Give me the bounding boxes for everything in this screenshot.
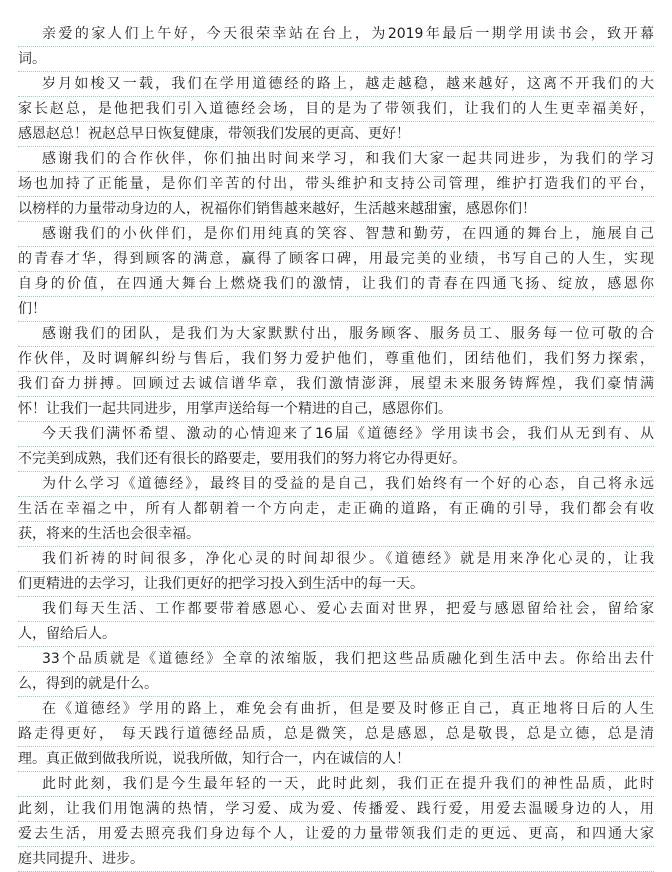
text-line: 爱去生活，用爱去照亮我们身边每个人，让爱的力量带领我们走的更远、更高，和四通大家 (18, 822, 654, 847)
text-line: 感谢我们的小伙伴们，是你们用纯真的笑容、智慧和勤劳，在四通的舞台上，施展自己 (18, 222, 654, 247)
text-line: 今天我们满怀希望、激动的心情迎来了16届《道德经》学用读书会，我们从无到有、从 (18, 422, 654, 447)
text-line: 为什么学习《道德经》，最终目的受益的是自己，我们始终有一个好的心态，自己将永远 (18, 472, 654, 497)
text-line: 亲爱的家人们上午好，今天很荣幸站在台上，为2019年最后一期学用读书会，致开幕 (18, 22, 654, 47)
text-line: 我们每天生活、工作都要带着感恩心、爱心去面对世界，把爱与感恩留给社会，留给家 (18, 597, 654, 622)
text-line: 岁月如梭又一载，我们在学用道德经的路上，越走越稳，越来越好，这离不开我们的大 (18, 72, 654, 97)
text-line: 作伙伴，及时调解纠纷与售后，我们努力爱护他们，尊重他们，团结他们，我们努力探索， (18, 347, 654, 372)
text-line: 理。真正做到做我所说，说我所做，知行合一，内在诚信的人！ (18, 747, 654, 772)
text-line: 感谢我们的合作伙伴，你们抽出时间来学习，和我们大家一起共同进步，为我们的学习 (18, 147, 654, 172)
text-line: 感恩赵总！祝赵总早日恢复健康，带领我们发展的更高、更好！ (18, 122, 654, 147)
text-line: 路走得更好， 每天践行道德经品质，总是微笑，总是感恩，总是敬畏，总是立德，总是清 (18, 722, 654, 747)
text-line: 怀！让我们一起共同进步，用掌声送给每一个精进的自己，感恩你们。 (18, 397, 654, 422)
paragraph (18, 222, 654, 322)
text-line: 庭共同提升、进步。 (18, 847, 654, 872)
text-line: 词。 (18, 47, 654, 72)
paragraph (18, 547, 654, 597)
document-body (18, 22, 654, 872)
text-line: 自身的价值，在四通大舞台上燃烧我们的激情，让我们的青春在四通飞扬、绽放，感恩你 (18, 272, 654, 297)
text-line: 么，得到的就是什么。 (18, 672, 654, 697)
text-line: 家长赵总，是他把我们引入道德经会场，目的是为了带领我们，让我们的人生更幸福美好， (18, 97, 654, 122)
text-line: 我们祈祷的时间很多，净化心灵的时间却很少。《道德经》就是用来净化心灵的，让我 (18, 547, 654, 572)
text-line: 们更精进的去学习，让我们更好的把学习投入到生活中的每一天。 (18, 572, 654, 597)
text-line: 在《道德经》学用的路上，难免会有曲折，但是要及时修正自己，真正地将日后的人生 (18, 697, 654, 722)
text-line: 我们奋力拼搏。回顾过去诚信谱华章，我们激情澎湃，展望未来服务铸辉煌，我们豪情满 (18, 372, 654, 397)
text-line: 生活在幸福之中，所有人都朝着一个方向走，走正确的道路，有正确的引导，我们都会有收 (18, 497, 654, 522)
text-line: 人，留给后人。 (18, 622, 654, 647)
text-line: 场也加持了正能量，是你们辛苦的付出，带头维护和支持公司管理，维护打造我们的平台， (18, 172, 654, 197)
paragraph (18, 647, 654, 697)
paragraph (18, 147, 654, 222)
text-line: 此时此刻，我们是今生最年轻的一天，此时此刻，我们正在提升我们的神性品质，此时 (18, 772, 654, 797)
paragraph (18, 772, 654, 872)
paragraph (18, 22, 654, 72)
paragraph (18, 322, 654, 422)
text-line: 此刻，让我们用饱满的热情，学习爱、成为爱、传播爱、践行爱，用爱去温暖身边的人，用 (18, 797, 654, 822)
text-line: 的青春才华，得到顾客的满意，赢得了顾客口碑，用最完美的业绩，书写自己的人生，实现 (18, 247, 654, 272)
paragraph (18, 597, 654, 647)
paragraph (18, 472, 654, 547)
paragraph (18, 422, 654, 472)
text-line: 以榜样的力量带动身边的人，祝福你们销售越来越好，生活越来越甜蜜，感恩你们！ (18, 197, 654, 222)
text-line: 们！ (18, 297, 654, 322)
paragraph (18, 72, 654, 147)
text-line: 33个品质就是《道德经》全章的浓缩版，我们把这些品质融化到生活中去。你给出去什 (18, 647, 654, 672)
text-line: 感谢我们的团队，是我们为大家默默付出，服务顾客、服务员工、服务每一位可敬的合 (18, 322, 654, 347)
text-line: 不完美到成熟，我们还有很长的路要走，要用我们的努力将它办得更好。 (18, 447, 654, 472)
paragraph (18, 697, 654, 772)
text-line: 获，将来的生活也会很幸福。 (18, 522, 654, 547)
